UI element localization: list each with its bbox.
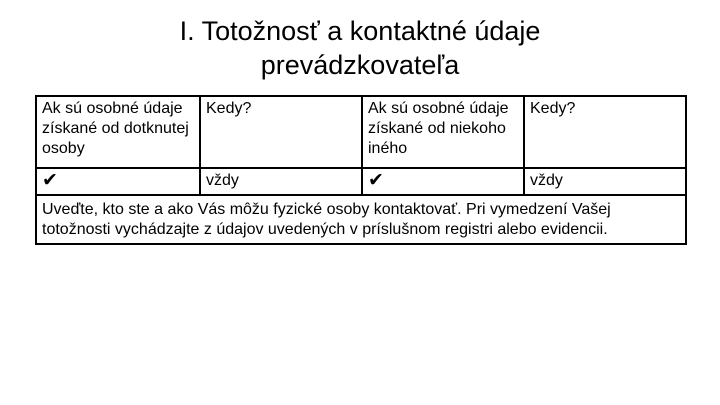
value-cell-when-2: vždy: [524, 168, 686, 195]
checkmark-icon: ✔: [368, 170, 384, 191]
info-table: [35, 95, 687, 245]
header-cell-when-1: Kedy?: [200, 96, 362, 168]
page-title-line-1: I. Totožnosť a kontaktné údaje: [179, 16, 541, 46]
page-title-line-2: prevádzkovateľa: [260, 50, 460, 80]
header-cell-from-someone-else: Ak sú osobné údaje získané od niekoho iného: [362, 96, 524, 168]
value-cell-when-1: vždy: [200, 168, 362, 195]
table-header-row: [36, 96, 686, 168]
table-row: [36, 168, 686, 195]
check-cell-2: [362, 168, 524, 195]
page-title: [0, 14, 720, 82]
note-cell: Uveďte, kto ste a ako Vás môžu fyzické osoby kontaktovať. Pri vymedzení Vašej totožnosti vychádzajte z údajov uvedených v príslušnom registri alebo evidencii.: [36, 195, 686, 244]
checkmark-icon: ✔: [42, 170, 58, 191]
header-cell-from-data-subject: Ak sú osobné údaje získané od dotknutej osoby: [36, 96, 200, 168]
table-note-row: [36, 195, 686, 244]
check-cell-1: [36, 168, 200, 195]
header-cell-when-2: Kedy?: [524, 96, 686, 168]
